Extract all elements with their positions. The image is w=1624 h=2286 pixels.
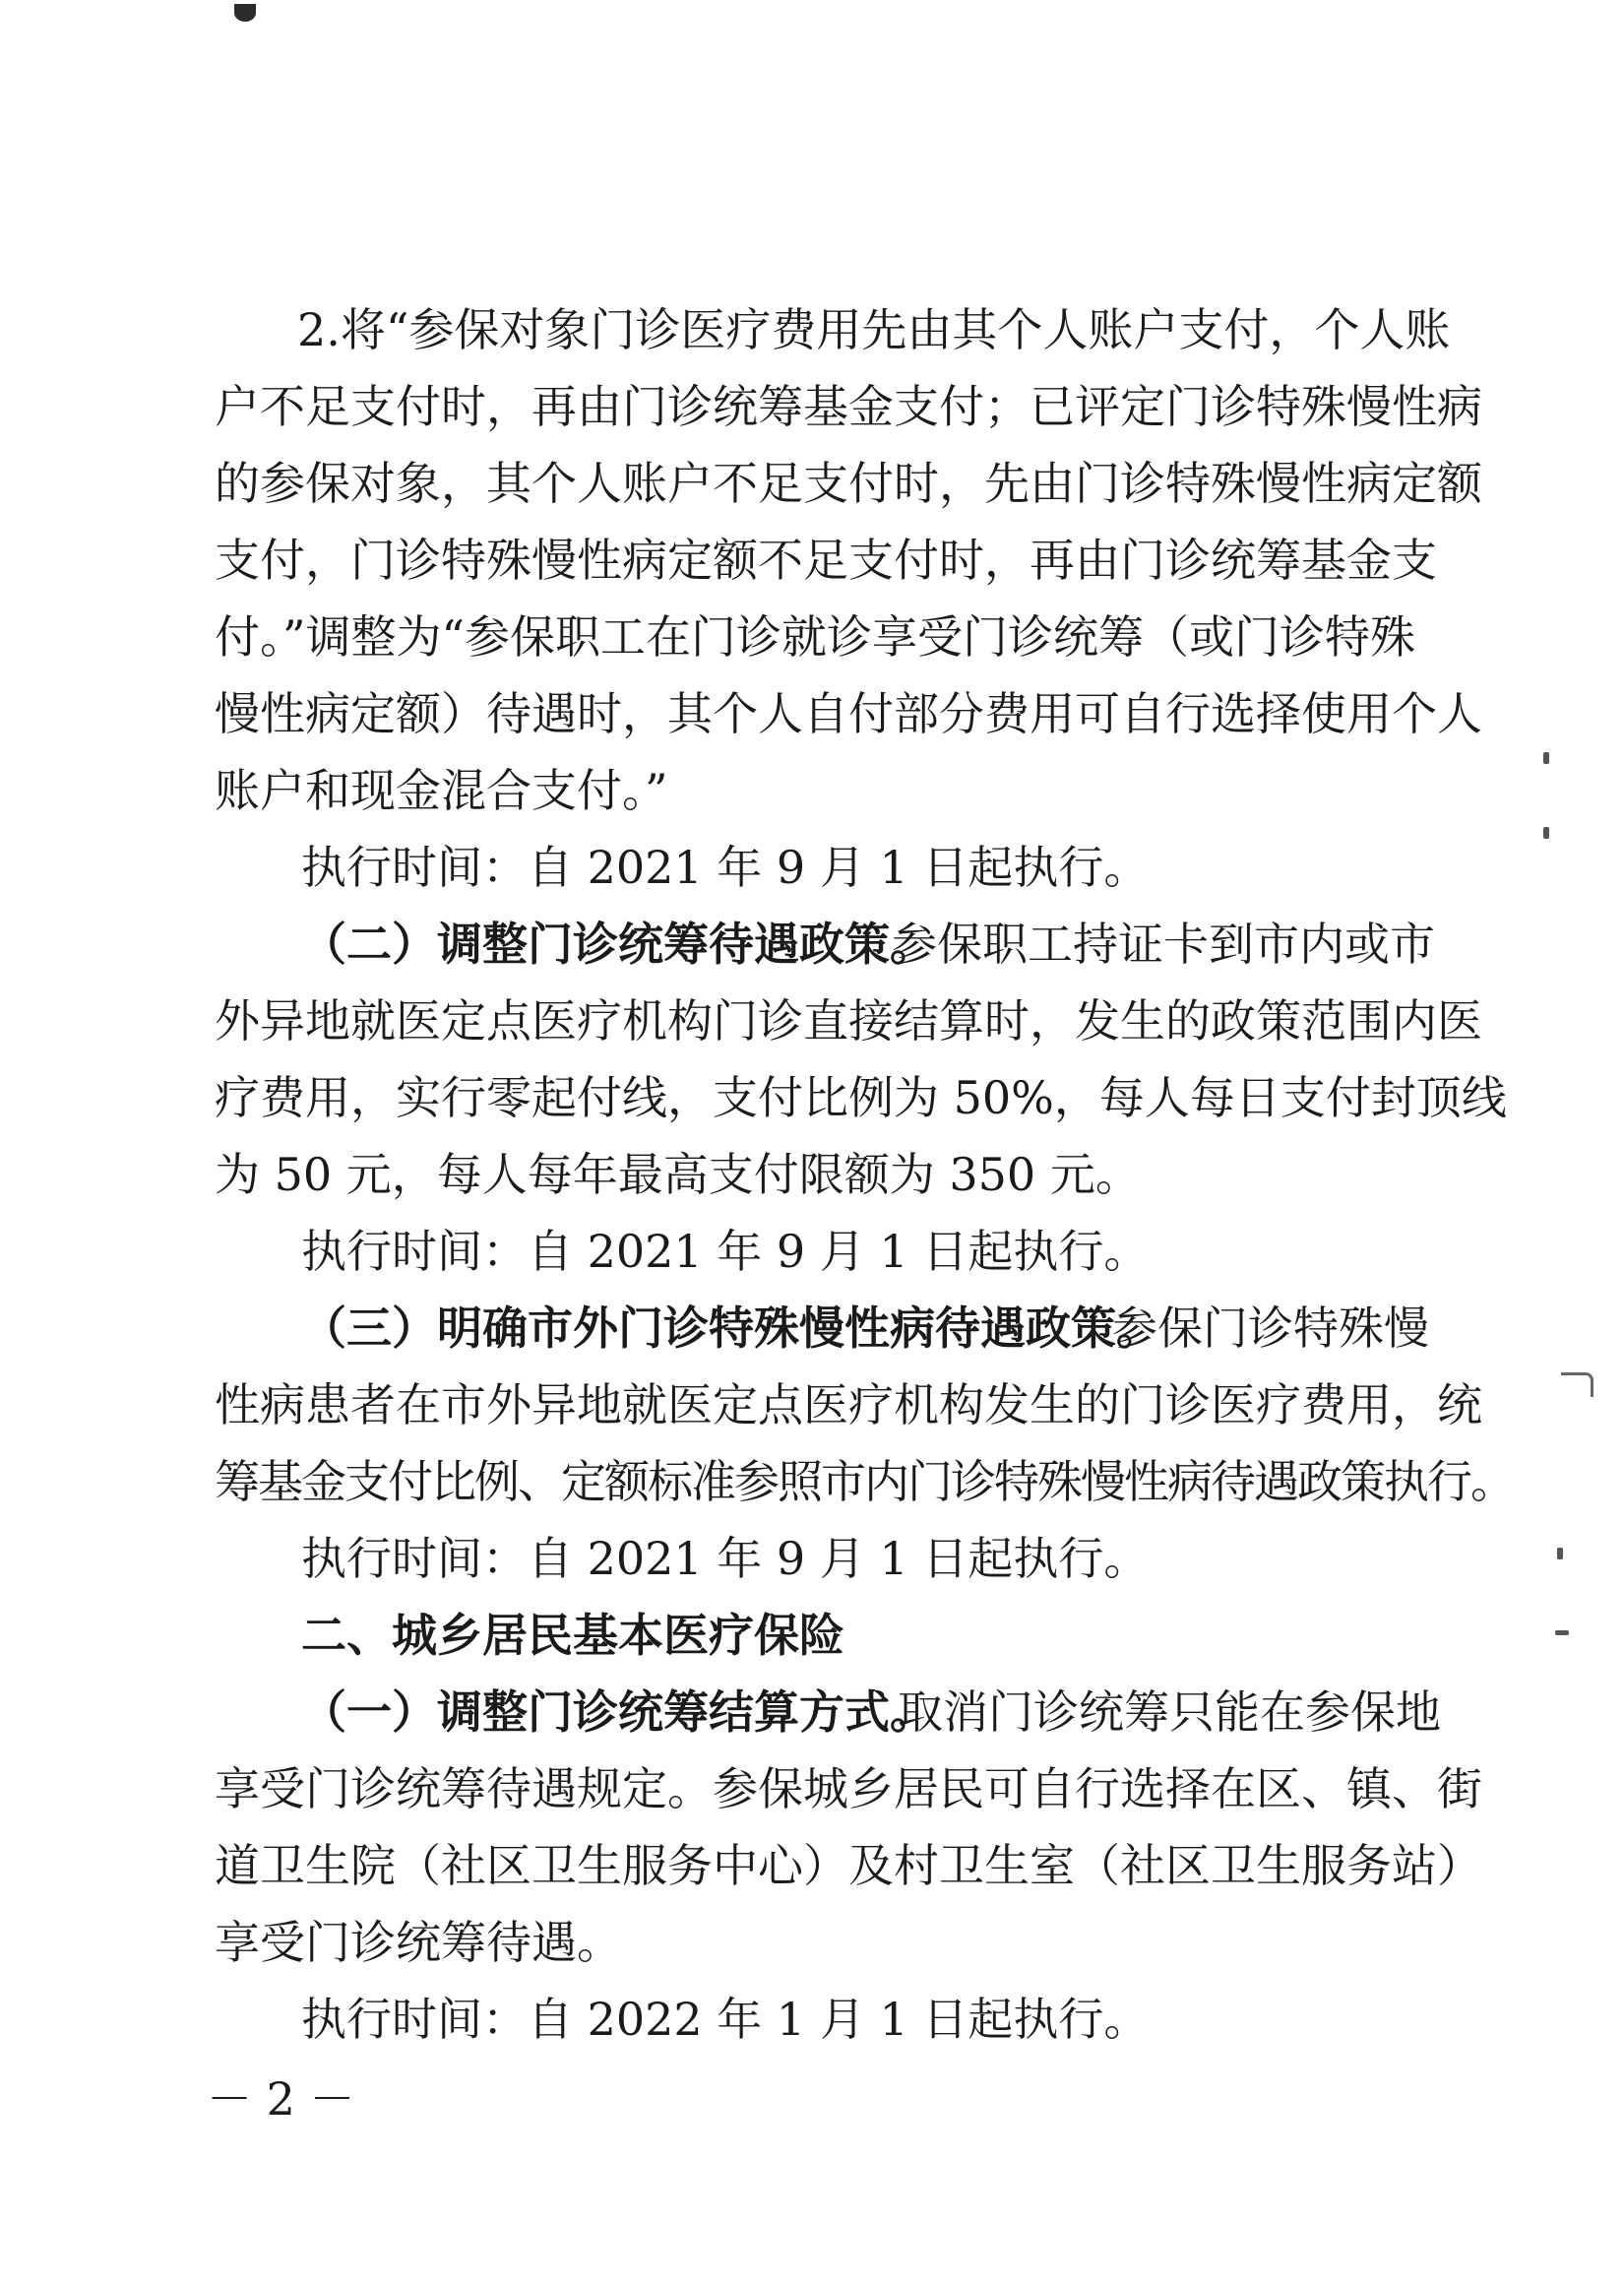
- text-line: 户不足支付时，再由门诊统筹基金支付；已评定门诊特殊慢性病: [215, 380, 1482, 433]
- text-line: 享受门诊统筹待遇。: [215, 1916, 622, 1969]
- section-heading: （二）调整门诊统筹待遇政策。: [301, 918, 935, 971]
- text-line: （二）调整门诊统筹待遇政策。 参保职工持证卡到市内或市: [0, 906, 1624, 983]
- text-line: 慢性病定额）待遇时，其个人自付部分费用可自行选择使用个人: [215, 687, 1482, 740]
- text-line: 付。”调整为“参保职工在门诊就诊享受门诊统筹（或门诊特殊: [215, 610, 1416, 664]
- execution-time: 执行时间：自 2021 年 9 月 1 日起执行。: [301, 1532, 1150, 1585]
- execution-time: 执行时间：自 2021 年 9 月 1 日起执行。: [301, 841, 1150, 894]
- scan-mark: [234, 4, 256, 22]
- text-line: 疗费用，实行零起付线，支付比例为 50%，每人每日支付封顶线: [215, 1071, 1507, 1124]
- text-line: 2.将“参保对象门诊医疗费用先由其个人账户支付，个人账: [297, 303, 1451, 356]
- section-heading: （三）明确市外门诊特殊慢性病待遇政策。: [301, 1302, 1161, 1355]
- section-heading: （一）调整门诊统筹结算方式。: [301, 1685, 935, 1739]
- execution-time: 执行时间：自 2021 年 9 月 1 日起执行。: [301, 1225, 1150, 1278]
- section-title: 二、城乡居民基本医疗保险: [301, 1609, 844, 1662]
- text-line: 支付，门诊特殊慢性病定额不足支付时，再由门诊统筹基金支: [215, 534, 1437, 587]
- text-line: 道卫生院（社区卫生服务中心）及村卫生室（社区卫生服务站）: [215, 1839, 1482, 1892]
- text-line: 为 50 元，每人每年最高支付限额为 350 元。: [215, 1148, 1141, 1201]
- text-line: 享受门诊统筹待遇规定。参保城乡居民可自行选择在区、镇、街: [215, 1762, 1482, 1815]
- text-line: 账户和现金混合支付。”: [215, 764, 668, 817]
- text-line: 筹基金支付比例、定额标准参照市内门诊特殊慢性病待遇政策执行。: [215, 1455, 1514, 1508]
- text-line: 性病患者在市外异地就医定点医疗机构发生的门诊医疗费用，统: [215, 1378, 1482, 1431]
- text-line: （一）调整门诊统筹结算方式。 取消门诊统筹只能在参保地: [0, 1674, 1624, 1750]
- text-line: 外异地就医定点医疗机构门诊直接结算时，发生的政策范围内医: [215, 994, 1482, 1048]
- text-line: 的参保对象，其个人账户不足支付时，先由门诊特殊慢性病定额: [215, 457, 1482, 510]
- execution-time: 执行时间：自 2022 年 1 月 1 日起执行。: [301, 1993, 1150, 2046]
- text-line: （三）明确市外门诊特殊慢性病待遇政策。 参保门诊特殊慢: [0, 1290, 1624, 1366]
- page-number: － 2 －: [207, 2072, 355, 2126]
